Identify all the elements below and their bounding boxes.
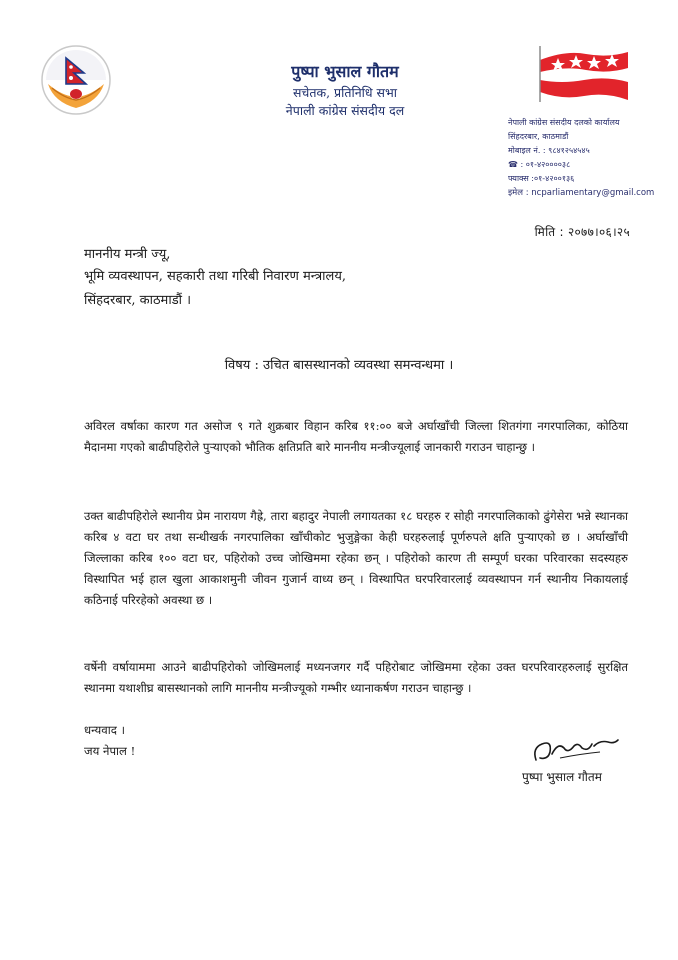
recipient-line-3: सिंहदरबार, काठमाडौं । [84, 293, 192, 308]
letterhead-name: पुष्पा भुसाल गौतम [291, 62, 399, 81]
office-fax: फ्याक्स :०१-४२००१३६ [508, 174, 575, 183]
recipient-line-1: माननीय मन्त्री ज्यू, [84, 247, 171, 262]
office-mobile: मोबाइल नं. : ९८४१२५४५४५ [508, 146, 590, 155]
office-phone: ☎ : ०१-४२००००३८ [508, 160, 571, 169]
letterhead-title-2: नेपाली कांग्रेस संसदीय दल [285, 103, 405, 118]
office-email-text: इमेल : ncparliamentary@gmail.com [508, 188, 655, 198]
recipient-line-2: भूमि व्यवस्थापन, सहकारी तथा गरिबी निवारण मन्त्रालय, [84, 269, 347, 284]
body-paragraph-3: वर्षेनी वर्षायाममा आउने बाढीपहिरोको जोखिमलाई मध्यनजगर गर्दै पहिरोबाट जोखिममा रहेका उक्त घरपरिवारहरुलाई सुरक्षित स्थानमा यथाशीघ्र बासस्थानको लागि माननीय मन्त्रीज्यूको गम्भीर ध्यानाकर्षण गराउन चाहान्छु । [84, 660, 628, 695]
signer-name: पुष्पा भुसाल गौतम [522, 770, 602, 784]
closing-salute: जय नेपाल ! [84, 744, 136, 758]
office-email [508, 186, 654, 200]
party-flag-logo [536, 42, 632, 104]
handwritten-signature [530, 734, 622, 766]
letter-date: मिति : २०७७।०६।२५ [534, 225, 630, 239]
office-location: सिंहदरबार, काठमाडौं [508, 132, 569, 141]
office-name: नेपाली कांग्रेस संसदीय दलको कार्यालय [508, 118, 620, 127]
closing-thanks: धन्यवाद । [84, 723, 125, 737]
letterhead-title-1: सचेतक, प्रतिनिधि सभा [292, 85, 398, 100]
body-paragraph-1: अविरल वर्षाका कारण गत असोज ९ गते शुक्रबार विहान करिब ११:०० बजे अर्घाखाँची जिल्ला शितगंगा नगरपालिका, कोठिया मैदानमा गएको बाढीपहिरोले पुऱ्याएको भौतिक क्षतिप्रति बारे माननीय मन्त्रीज्यूलाई जानकारी गराउन चाहान्छु । [84, 419, 628, 454]
body-paragraph-2: उक्त बाढीपहिरोले स्थानीय प्रेम नारायण गैह्रे, तारा बहादुर नेपाली लगायतका १८ घरहरु र सोही नगरपालिकाको ढुंगेसेरा भन्ने स्थानका करिब ४ वटा घर तथा सन्धीखर्क नगरपालिका खाँचीकोट भुजुङ्गेका केही घरहरुलाई पूर्णरुपले क्षति पुऱ्याएको छ । अर्घाखाँची जिल्लाका करिब १०० वटा घर, पहिरोको उच्च जोखिममा रहेका छन् । पहिरोको कारण ती सम्पूर्ण घरका परिवारका सदस्यहरु विस्थापित भई हाल खुला आकाशमुनी जीवन गुजार्न वाध्य छन् । विस्थापित घरपरिवारलाई व्यवस्थापन गर्न स्थानीय निकायलाई कठिनाई परिरहेको अवस्था छ । [84, 509, 628, 607]
letter-subject: विषय : उचित बासस्थानको व्यवस्था समन्वन्धमा । [224, 358, 454, 373]
